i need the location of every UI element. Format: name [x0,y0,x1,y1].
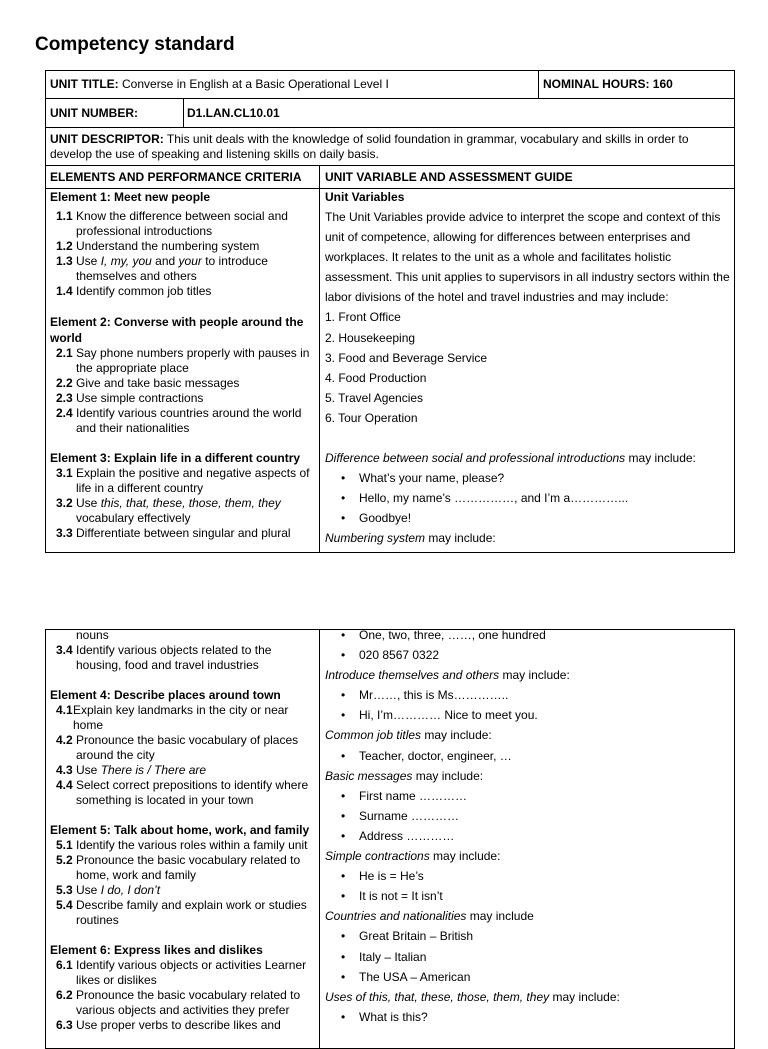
variable-heading: Introduce themselves and others may include: [325,668,570,683]
bullet-item: • Hi, I’m………… Nice to meet you. [325,705,731,725]
criterion: 2.1 Say phone numbers properly with pauses in the appropriate place [56,346,310,375]
bullet-item: • What’s your name, please? [325,468,731,488]
division-item: 4. Food Production [325,370,427,385]
bullet-item: • Mr……, this is Ms………….. [325,685,731,705]
criterion: 4.3 Use There is / There are [56,763,207,777]
variables-column-continued [325,625,731,1027]
bullet-item: • Teacher, doctor, engineer, … [325,746,731,766]
variables-column [325,190,731,549]
unit-title-label: UNIT TITLE: [50,77,119,91]
unit-number-label: UNIT NUMBER: [50,106,138,120]
criterion: 5.3 Use I do, I don’t [56,883,161,897]
variable-heading: Common job titles may include: [325,728,492,743]
bullet-item: • 020 8567 0322 [325,645,731,665]
division-item: 5. Travel Agencies [325,390,424,405]
criterion: 5.1 Identify the various roles within a family unit [56,838,308,852]
bullet-item: • First name ………… [325,786,731,806]
competency-table-page-1 [45,70,735,553]
element-heading: Element 5: Talk about home, work, and family [50,823,310,837]
criterion: 6.3 Use proper verbs to describe likes and [56,1018,281,1032]
variable-heading: Simple contractions may include: [325,849,501,864]
competency-table-page-2 [45,629,735,1049]
descriptor-text: This unit deals with the knowledge of solid foundation in grammar, vocabulary and skills in order to develop the use of speaking and listening skills on daily basis. [50,132,689,161]
bullet-item: • The USA – American [325,967,731,987]
bullet-item: • Great Britain – British [325,926,731,946]
element-heading: Element 6: Express likes and dislikes [50,943,263,957]
variable-heading: Numbering system may include: [325,531,496,546]
criterion: 3.1 Explain the positive and negative aspects of life in a different country [56,466,310,495]
bullet-item: • What is this? [325,1007,731,1027]
criterion: 3.2 Use this, that, these, those, them, they vocabulary effectively [56,496,281,525]
elements-column [50,190,318,541]
unit-variables-heading: Unit Variables [325,190,405,204]
variable-heading: Basic messages may include: [325,768,484,783]
bullet-item: • It is not = It isn’t [325,886,731,906]
criterion: 4.1 Explain key landmarks in the city or near home [56,703,289,732]
bullet-item: • Italy – Italian [325,947,731,967]
criterion: 6.2 Pronounce the basic vocabulary related to various objects and activities they prefer [56,988,301,1017]
division-item: 6. Tour Operation [325,410,418,425]
criterion: 2.4 Identify various countries around the world and their nationalities [56,406,302,435]
unit-number-value: D1.LAN.CL10.01 [187,106,280,120]
element-heading: Element 1: Meet new people [50,190,211,204]
criterion: 2.2 Give and take basic messages [56,376,240,390]
bullet-item: • Hello, my name’s ……………, and I’m a…………... [325,488,731,508]
variable-heading: Difference between social and professional introductions may include: [325,451,696,466]
criterion: 3.3 Differentiate between singular and plural [56,526,291,540]
column-header-elements: ELEMENTS AND PERFORMANCE CRITERIA [50,170,302,184]
criterion: 4.2 Pronounce the basic vocabulary of places around the city [56,733,299,762]
division-item: 3. Food and Beverage Service [325,350,488,365]
bullet-item: • One, two, three, ……, one hundred [325,625,731,645]
unit-title-cell [50,77,536,92]
variable-heading: Uses of this, that, these, those, them, they may include: [325,989,620,1004]
criterion: 3.4 Identify various objects related to the housing, food and travel industries [56,643,272,672]
unit-descriptor [50,132,730,162]
unit-title-value: Converse in English at a Basic Operational Level I [122,77,389,91]
page-title: Competency standard [35,34,235,55]
element-heading: Element 2: Converse with people around the world [50,315,304,345]
criterion-continued: nouns [76,628,109,642]
unit-variables-intro: The Unit Variables provide advice to interpret the scope and context of this unit of competence, allowing for differences between enterprises and workplaces. It relates to the unit as a whole and facilitates holistic assessment. This unit applies to supervisors in all industry sectors within the labor divisions of the hotel and travel industries and may include: [325,210,730,305]
bullet-item: • Address ………… [325,826,731,846]
criterion: 5.4 Describe family and explain work or studies routines [56,898,307,927]
column-header-variables: UNIT VARIABLE AND ASSESSMENT GUIDE [325,170,573,184]
criterion: 1.4 Identify common job titles [56,284,212,298]
bullet-item: • He is = He’s [325,866,731,886]
element-heading: Element 3: Explain life in a different country [50,451,301,465]
criterion: 1.1 Know the difference between social and professional introductions [56,209,288,238]
variable-heading: Countries and nationalities may include [325,909,534,924]
criterion: 2.3 Use simple contractions [56,391,204,405]
bullet-item: • Surname ………… [325,806,731,826]
criterion: 1.3 Use I, my, you and your to introduce themselves and others [56,254,268,283]
criterion: 5.2 Pronounce the basic vocabulary related to home, work and family [56,853,301,882]
element-heading: Element 4: Describe places around town [50,688,281,702]
criterion: 1.2 Understand the numbering system [56,239,260,253]
division-item: 1. Front Office [325,310,401,325]
division-item: 2. Housekeeping [325,330,416,345]
descriptor-label: UNIT DESCRIPTOR: [50,132,164,146]
bullet-item: • Goodbye! [325,508,731,528]
elements-column-continued [50,628,318,1033]
nominal-hours: NOMINAL HOURS: 160 [543,77,673,91]
criterion: 6.1 Identify various objects or activities Learner likes or dislikes [56,958,307,987]
criterion: 4.4 Select correct prepositions to identify where something is located in your town [56,778,309,807]
